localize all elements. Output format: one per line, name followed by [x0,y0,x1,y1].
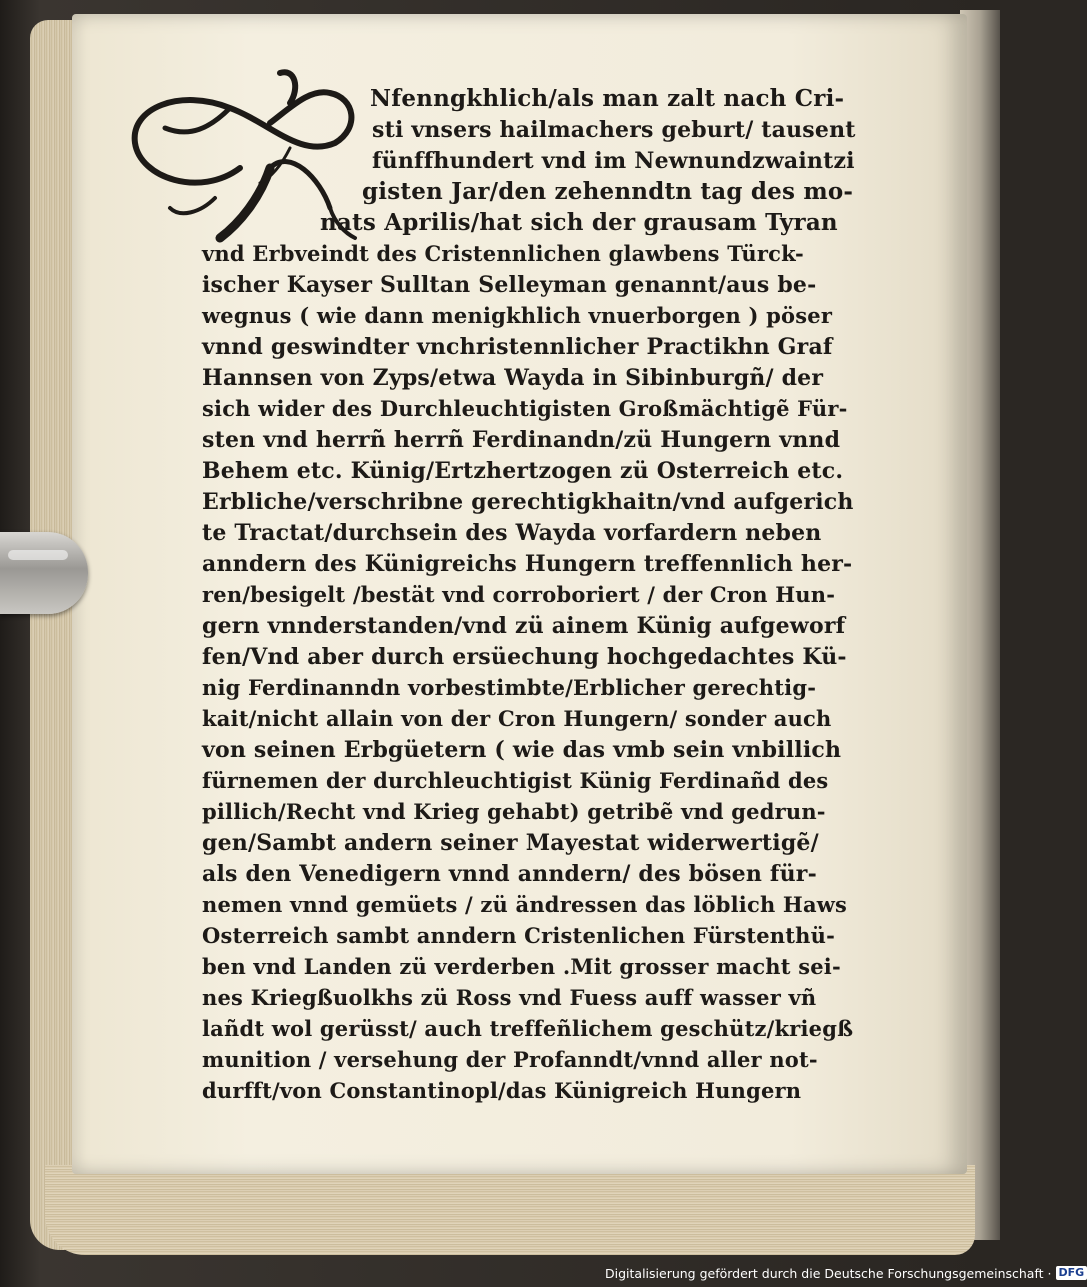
text-line: vnnd geswindter vnchristennlicher Practikhn Graf [202,334,833,360]
text-line: von seinen Erbgüetern ( wie das vmb sein vnbillich [202,737,842,763]
text-line: sich wider des Durchleuchtigisten Großmächtigẽ Für- [202,396,848,421]
text-line: ben vnd Landen zü verderben .Mit grosser macht sei- [202,954,841,979]
text-line: Nfenngkhlich/als man zalt nach Cri- [370,85,845,112]
text-line: pillich/Recht vnd Krieg gehabt) getribẽ vnd gedrun- [202,799,826,824]
digitization-credit [605,1263,1087,1283]
text-line: nemen vnnd gemüets / zü ändressen das löblich Haws [202,892,848,917]
text-line: nig Ferdinanndn vorbestimbte/Erblicher gerechtig- [202,675,817,700]
text-line: sten vnd herrñ herrñ Ferdinandn/zü Hungern vnnd [202,427,841,453]
text-line: anndern des Künigreichs Hungern treffennlich her- [202,551,853,577]
credit-text: Digitalisierung gefördert durch die Deutsche Forschungsgemeinschaft · [605,1265,1052,1281]
text-line: Erbliche/verschribne gerechtigkhaitn/vnd aufgerich [202,489,854,515]
text-line: lañdt wol gerüsst/ auch treffeñlichem geschütz/kriegß [202,1016,854,1041]
text-line: kait/nicht allain von der Cron Hungern/ sonder auch [202,706,832,731]
text-line: Behem etc. Künig/Ertzhertzogen zü Osterreich etc. [202,458,844,484]
text-line: gern vnnderstanden/vnd zü ainem Künig aufgeworf [202,613,846,639]
text-line: sti vnsers hailmachers geburt/ tausent [372,117,856,143]
text-line: nes Kriegßuolkhs zü Ross vnd Fuess auff wasser vñ [202,985,817,1010]
text-line: fünffhundert vnd im Newnundzwaintzi [372,148,855,174]
dfg-logo: DFG [1056,1266,1087,1280]
text-line: als den Venedigern vnnd anndern/ des bösen für- [202,861,817,887]
text-line: gen/Sambt andern seiner Mayestat widerwertigẽ/ [202,830,819,856]
text-line: nats Aprilis/hat sich der grausam Tyran [320,209,838,236]
text-line: vnd Erbveindt des Cristennlichen glawbens Türck- [202,241,804,266]
text-line: durfft/von Constantinopl/das Künigreich Hungern [202,1078,802,1103]
text-line: munition / versehung der Profanndt/vnnd aller not- [202,1047,818,1072]
text-line: Osterreich sambt anndern Cristenlichen Fürstenthü- [202,923,836,948]
text-line: fen/Vnd aber durch ersüechung hochgedachtes Kü- [202,644,847,670]
text-line: ren/besigelt /bestät vnd corroboriert / der Cron Hun- [202,582,836,607]
text-line: wegnus ( wie dann menigkhlich vnuerborgen ) pöser [202,303,833,328]
text-line: ischer Kayser Sulltan Selleyman genannt/aus be- [202,272,817,298]
text-line: Hannsen von Zyps/etwa Wayda in Sibinburgñ/ der [202,365,824,391]
text-line: te Tractat/durchsein des Wayda vorfardern neben [202,520,822,546]
text-line: gisten Jar/den zehenndtn tag des mo- [362,178,854,205]
text-line: fürnemen der durchleuchtigist Künig Ferdinañd des [202,768,829,793]
